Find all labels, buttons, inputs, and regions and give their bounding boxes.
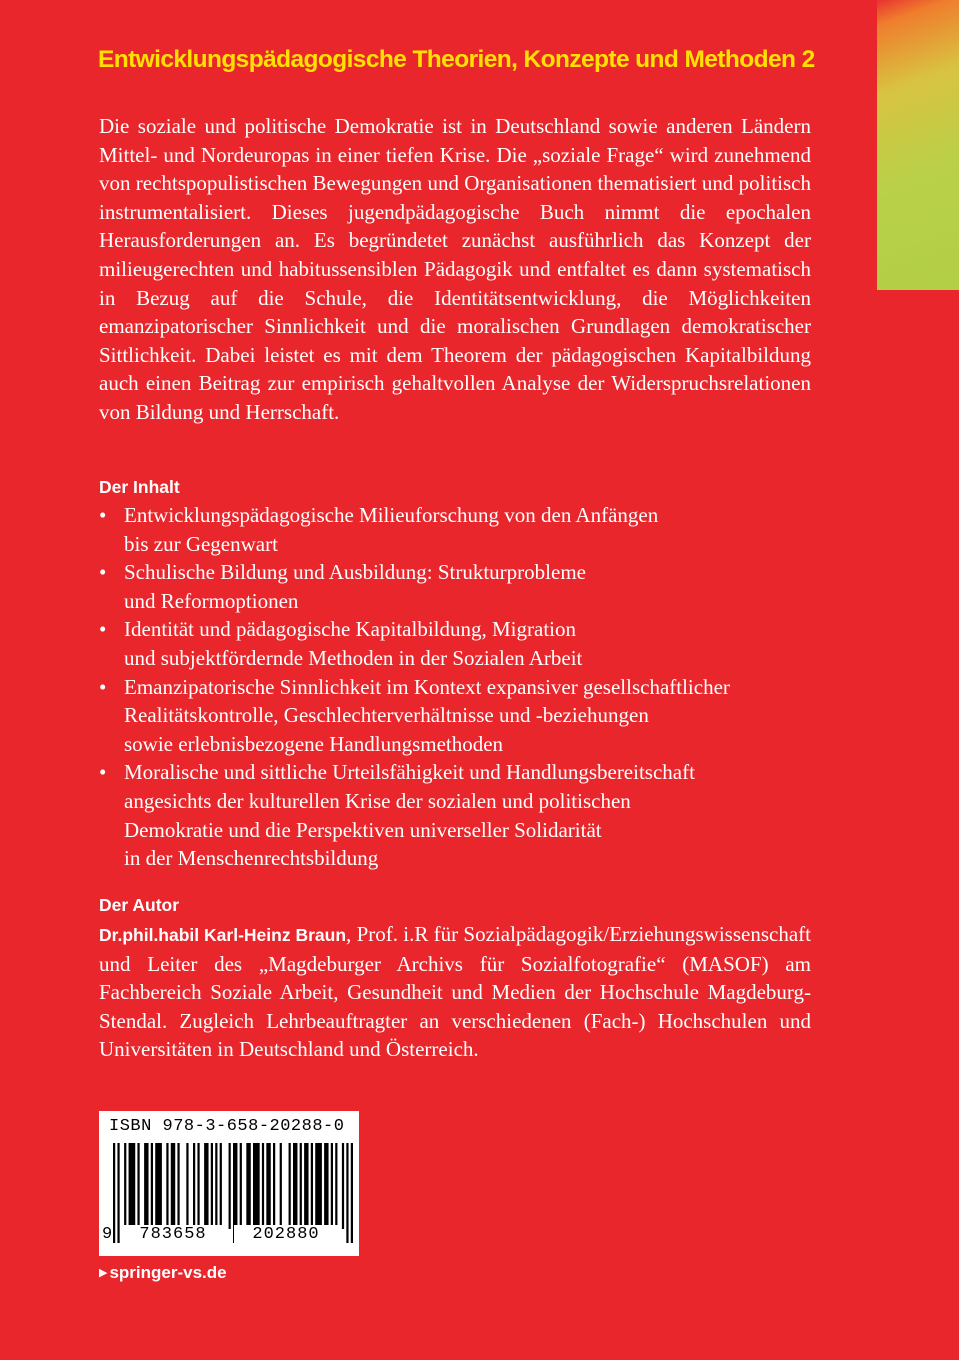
- barcode-bar: [211, 1143, 213, 1229]
- publisher-link[interactable]: [99, 1263, 227, 1283]
- barcode-bar: [129, 1143, 136, 1229]
- isbn-label: ISBN 978-3-658-20288-0: [109, 1117, 345, 1136]
- barcode-bar: [117, 1143, 119, 1243]
- barcode-bar: [304, 1143, 308, 1229]
- barcode-bar: [113, 1143, 115, 1243]
- barcode-bar: [246, 1143, 250, 1229]
- contents-item-line: in der Menschenrechtsbildung: [124, 846, 379, 871]
- contents-item: [99, 758, 859, 872]
- barcode-bar: [186, 1143, 188, 1229]
- corner-color-gradient: [877, 0, 959, 290]
- barcode-bar: [193, 1143, 195, 1229]
- publisher-link-text: springer-vs.de: [109, 1263, 227, 1282]
- barcode-bar: [197, 1143, 199, 1229]
- barcode-bar: [166, 1143, 168, 1229]
- barcode-bar: [124, 1143, 126, 1229]
- contents-item: [99, 673, 859, 759]
- contents-heading: Der Inhalt: [99, 477, 180, 497]
- barcode-bar: [262, 1143, 264, 1229]
- barcode-bar: [273, 1143, 275, 1229]
- bullet-icon: •: [99, 617, 107, 642]
- bullet-icon: •: [99, 674, 107, 699]
- barcode-bar: [315, 1143, 322, 1229]
- arrow-right-icon: ▶: [99, 1267, 108, 1279]
- barcode-bar: [280, 1143, 282, 1229]
- barcode-bar: [300, 1143, 302, 1229]
- barcode-bar: [324, 1143, 328, 1229]
- barcode-bar: [266, 1143, 270, 1229]
- barcode-bar: [155, 1143, 162, 1229]
- author-bio: [99, 920, 811, 1064]
- barcode-bar: [177, 1143, 179, 1229]
- isbn-barcode: [99, 1111, 359, 1256]
- barcode-bar: [215, 1143, 217, 1229]
- barcode-bar: [137, 1143, 139, 1229]
- bullet-icon: •: [99, 760, 107, 785]
- contents-item-line: Realitätskontrolle, Geschlechterverhältnisse und -beziehungen: [124, 703, 649, 728]
- contents-item-line: und Reformoptionen: [124, 588, 299, 613]
- contents-item-line: Schulische Bildung und Ausbildung: Strukturprobleme: [124, 560, 586, 585]
- barcode-bar: [342, 1143, 344, 1229]
- ean-group-1: 783658: [121, 1225, 225, 1244]
- contents-item: [99, 558, 859, 615]
- bullet-icon: •: [99, 503, 107, 527]
- author-name: Dr.phil.habil Karl-Heinz Braun: [99, 925, 347, 945]
- contents-item-line: Entwicklungspädagogische Milieuforschung von den Anfängen: [124, 503, 659, 527]
- barcode-bar: [204, 1143, 208, 1229]
- barcode-bar: [171, 1143, 175, 1229]
- ean-group-2: 202880: [234, 1225, 338, 1244]
- contents-list: [99, 501, 859, 873]
- book-description: Die soziale und politische Demokratie ist in Deutschland sowie anderen Ländern Mittel- und Nordeuropas in einer tiefen Krise. Die „soziale Frage“ wird zunehmend von rechtspopulistischen Bewegungen und Organisationen thematisiert und politisch instrumentalisiert. Dieses jugendpädagogische Buch nimmt die epochalen Herausforderungen an. Es begründetet zunächst ausführlich das Konzept der milieugerechten und habitussensiblen Pädagogik und entfaltet es dann systematisch in Bezug auf die Schule, die Identitätsentwicklung, die Möglichkeiten emanzipatorischer Sinnlichkeit und die moralischen Grundlagen demokratischer Sittlichkeit. Dabei leistet es mit dem Theorem der pädagogischen Kapitalbildung auch einen Beitrag zur empirisch gehaltvollen Analyse der Widerspruchsrelationen von Bildung und Herrschaft.: [99, 114, 811, 424]
- contents-item: [99, 615, 859, 672]
- contents-item-line: Demokratie und die Perspektiven universeller Solidarität: [124, 817, 602, 842]
- contents-item-line: Emanzipatorische Sinnlichkeit im Kontext expansiver gesellschaftlicher: [124, 674, 730, 699]
- contents-item-line: und subjektfördernde Methoden in der Sozialen Arbeit: [124, 645, 583, 670]
- contents-item: [99, 501, 859, 558]
- barcode-bar: [220, 1143, 222, 1229]
- ean-first-digit: 9: [102, 1225, 113, 1244]
- barcode-bar: [144, 1143, 148, 1229]
- barcode-bar: [253, 1143, 260, 1229]
- contents-item-line: bis zur Gegenwart: [124, 531, 278, 556]
- contents-item-line: sowie erlebnisbezogene Handlungsmethoden: [124, 731, 504, 756]
- barcode-bar: [311, 1143, 313, 1229]
- barcode-bar: [346, 1143, 348, 1243]
- series-title: Entwicklungspädagogische Theorien, Konzepte und Methoden 2: [98, 46, 815, 73]
- barcode-bar: [289, 1143, 291, 1229]
- barcode-bar: [293, 1143, 297, 1229]
- contents-item-line: Identität und pädagogische Kapitalbildung, Migration: [124, 617, 576, 642]
- barcode-bar: [335, 1143, 337, 1229]
- barcode-bar: [351, 1143, 353, 1243]
- barcode-bar: [151, 1143, 153, 1229]
- contents-item-line: angesichts der kulturellen Krise der sozialen und politischen: [124, 788, 631, 813]
- author-heading: Der Autor: [99, 895, 180, 915]
- contents-item-line: Moralische und sittliche Urteilsfähigkeit und Handlungsbereitschaft: [124, 760, 695, 785]
- barcode-bar: [331, 1143, 333, 1229]
- barcode-bar: [229, 1143, 231, 1229]
- bullet-icon: •: [99, 560, 107, 585]
- author-bio-text: , Prof. i.R für Sozialpädagogik/Erziehungswissenschaft und Leiter des „Magdeburger Archivs für Sozialfotografie“ (MASOF) am Fachbereich Soziale Arbeit, Gesundheit und Medien der Hochschule Magdeburg-Stendal. Zugleich Lehrbeauftragter an verschiedenen (Fach-) Hochschulen und Universitäten in Deutschland und Österreich.: [99, 922, 811, 1062]
